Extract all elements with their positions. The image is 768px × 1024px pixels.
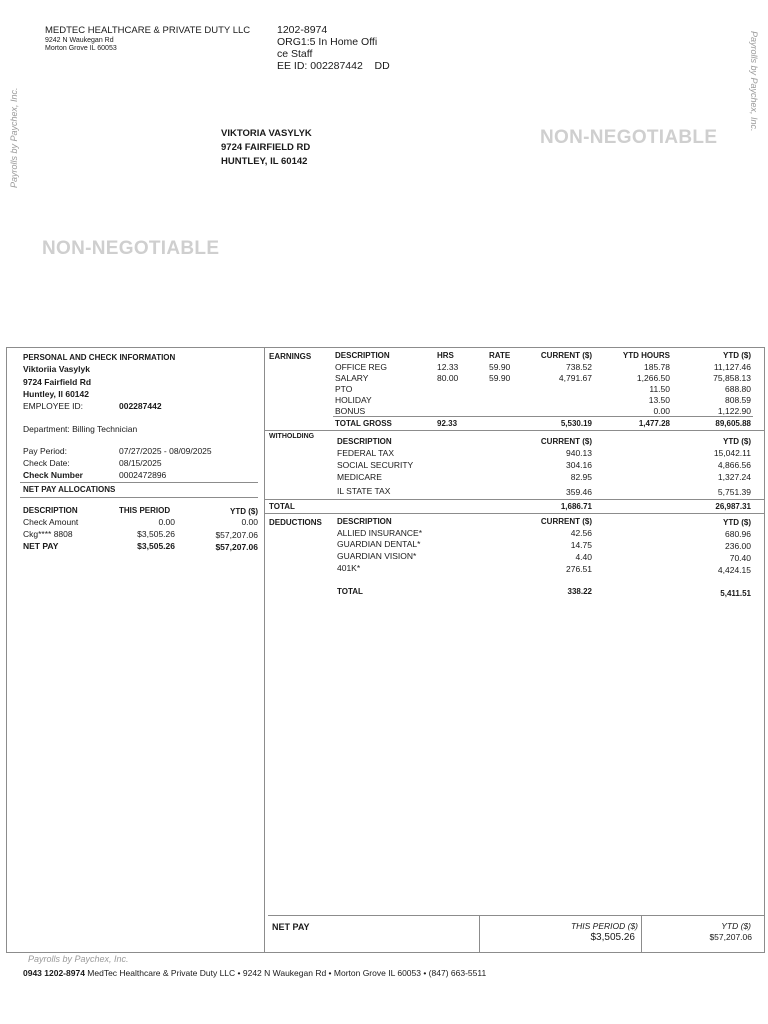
deductions-header-ytd: YTD ($) (723, 518, 751, 527)
alloc-header-ytd: YTD ($) (230, 507, 258, 516)
check-date-label: Check Date: (23, 458, 70, 468)
recipient-street: 9724 FAIRFIELD RD (221, 142, 311, 153)
alloc-row-ytd: $57,207.06 (215, 530, 258, 540)
deductions-row-desc: 401K* (337, 563, 361, 573)
company-city: Morton Grove IL 60053 (45, 45, 117, 52)
withholding-label: WITHOLDING (269, 433, 315, 440)
divider (20, 497, 258, 498)
non-negotiable-watermark-mid: NON-NEGOTIABLE (42, 238, 220, 259)
total-gross-hrs: 92.33 (437, 419, 458, 428)
alloc-header-description: DESCRIPTION (23, 506, 78, 515)
deductions-header-current: CURRENT ($) (540, 517, 592, 526)
withholding-row-ytd: 5,751.39 (717, 487, 751, 497)
earnings-row-current: 738.52 (566, 362, 592, 372)
footer-line (23, 968, 486, 978)
total-gross-current: 5,530.19 (560, 419, 592, 428)
earnings-header-description: DESCRIPTION (335, 351, 390, 360)
check-date-value: 08/15/2025 (119, 458, 162, 468)
side-watermark-right: Payrolls by Paychex, Inc. (749, 31, 759, 132)
recipient-name: VIKTORIA VASYLYK (221, 128, 312, 139)
earnings-row-desc: BONUS (335, 406, 366, 416)
earnings-row-ytd: 75,858.13 (713, 373, 751, 383)
deductions-row-desc: ALLIED INSURANCE* (337, 528, 423, 538)
earnings-row-desc: OFFICE REG (335, 362, 387, 372)
divider (268, 915, 765, 916)
header-code-line2: ORG1:5 In Home Offi (277, 36, 378, 48)
earnings-header-ytd: YTD ($) (723, 351, 751, 360)
withholding-row-current: 304.16 (566, 460, 592, 470)
employee-street: 9724 Fairfield Rd (23, 377, 92, 387)
company-street: 9242 N Waukegan Rd (45, 37, 114, 44)
deductions-row-ytd: 680.96 (725, 529, 751, 539)
alloc-row-period: $3,505.26 (137, 541, 175, 551)
divider (479, 916, 480, 953)
alloc-row-period: $3,505.26 (137, 529, 175, 539)
withholding-row-current: 82.95 (570, 472, 592, 482)
withholding-total-current: 1,686.71 (560, 502, 592, 511)
pay-period-value: 07/27/2025 - 08/09/2025 (119, 446, 212, 456)
divider (333, 416, 753, 417)
deductions-header-description: DESCRIPTION (337, 517, 392, 526)
stub-column-divider (264, 347, 265, 953)
net-pay-ytd-label: YTD ($) (721, 921, 751, 931)
divider (265, 499, 765, 500)
earnings-row-ytd-hours: 0.00 (653, 406, 670, 416)
total-gross-ytd: 89,605.88 (715, 419, 751, 428)
alloc-row-ytd: 0.00 (241, 517, 258, 527)
personal-heading: PERSONAL AND CHECK INFORMATION (23, 353, 176, 362)
footer-watermark: Payrolls by Paychex, Inc. (28, 954, 129, 964)
deductions-row-desc: GUARDIAN DENTAL* (337, 539, 421, 549)
net-pay-allocations-heading: NET PAY ALLOCATIONS (23, 485, 116, 494)
net-pay-ytd-value: $57,207.06 (709, 932, 752, 942)
withholding-header-ytd: YTD ($) (723, 437, 751, 446)
divider (265, 513, 765, 514)
net-pay-this-period-label: THIS PERIOD ($) (570, 921, 638, 931)
alloc-row-desc: Ckg**** 8808 (23, 529, 73, 539)
total-gross-ytd-hours: 1,477.28 (638, 419, 670, 428)
deductions-row-ytd: 70.40 (729, 553, 751, 563)
employee-id-label: EMPLOYEE ID: (23, 401, 83, 411)
header-code-line1: 1202-8974 (277, 24, 328, 36)
earnings-label: EARNINGS (269, 352, 312, 361)
net-pay-this-period-value: $3,505.26 (590, 932, 635, 943)
earnings-row-ytd: 688.80 (725, 384, 751, 394)
withholding-row-desc: IL STATE TAX (337, 486, 391, 496)
deductions-total-label: TOTAL (337, 587, 363, 596)
check-number-value: 0002472896 (119, 470, 167, 480)
divider (265, 430, 765, 431)
alloc-row-desc: Check Amount (23, 517, 79, 527)
earnings-row-ytd-hours: 1,266.50 (636, 373, 670, 383)
deductions-label: DEDUCTIONS (269, 518, 322, 527)
footer-text: MedTec Healthcare & Private Duty LLC • 9242 N Waukegan Rd • Morton Grove IL 60053 • (847) 663-5511 (87, 968, 487, 978)
non-negotiable-watermark-top: NON-NEGOTIABLE (540, 127, 718, 148)
department: Department: Billing Technician (23, 424, 138, 434)
divider (20, 482, 258, 483)
deductions-row-desc: GUARDIAN VISION* (337, 551, 417, 561)
earnings-row-ytd: 11,127.46 (713, 362, 751, 372)
earnings-row-hrs: 80.00 (437, 373, 459, 383)
earnings-row-desc: HOLIDAY (335, 395, 372, 405)
withholding-header-current: CURRENT ($) (540, 437, 592, 446)
alloc-row-period: 0.00 (158, 517, 175, 527)
company-name: MEDTEC HEALTHCARE & PRIVATE DUTY LLC (45, 25, 251, 36)
earnings-row-hrs: 12.33 (437, 362, 459, 372)
earnings-row-rate: 59.90 (489, 373, 511, 383)
deductions-row-ytd: 4,424.15 (717, 565, 751, 575)
deductions-row-current: 42.56 (570, 528, 592, 538)
divider (641, 916, 642, 953)
pay-period-label: Pay Period: (23, 446, 67, 456)
deductions-total-current: 338.22 (567, 587, 592, 596)
employee-name: Viktoriia Vasylyk (23, 364, 90, 374)
withholding-row-current: 359.46 (566, 487, 592, 497)
earnings-row-desc: PTO (335, 384, 353, 394)
withholding-header-description: DESCRIPTION (337, 437, 392, 446)
earnings-row-rate: 59.90 (489, 362, 511, 372)
earnings-row-current: 4,791.67 (558, 373, 592, 383)
header-employee-id: EE ID: 002287442 DD (277, 60, 390, 72)
earnings-header-ytd-hours: YTD HOURS (622, 351, 670, 360)
footer-code: 0943 1202-8974 (23, 968, 85, 978)
side-watermark-left: Payrolls by Paychex, Inc. (9, 87, 19, 188)
total-gross-label: TOTAL GROSS (335, 419, 392, 428)
recipient-city: HUNTLEY, IL 60142 (221, 156, 308, 167)
deductions-total-ytd: 5,411.51 (720, 589, 751, 598)
deductions-row-current: 14.75 (570, 540, 592, 550)
deductions-row-current: 4.40 (575, 552, 592, 562)
earnings-header-hrs: HRS (437, 351, 454, 360)
withholding-row-ytd: 1,327.24 (717, 472, 751, 482)
withholding-row-ytd: 15,042.11 (713, 448, 751, 458)
earnings-row-ytd: 808.59 (725, 395, 751, 405)
withholding-total-label: TOTAL (269, 502, 295, 511)
withholding-total-ytd: 26,987.31 (715, 502, 751, 511)
earnings-row-ytd: 1,122.90 (717, 406, 751, 416)
withholding-row-desc: SOCIAL SECURITY (337, 460, 414, 470)
earnings-row-ytd-hours: 13.50 (648, 395, 670, 405)
withholding-row-desc: FEDERAL TAX (337, 448, 394, 458)
alloc-row-ytd: $57,207.06 (215, 542, 258, 552)
earnings-header-current: CURRENT ($) (540, 351, 592, 360)
check-number-label: Check Number (23, 470, 83, 480)
earnings-header-rate: RATE (489, 351, 511, 360)
alloc-header-this-period: THIS PERIOD (119, 506, 171, 515)
employee-city: Huntley, Il 60142 (23, 389, 89, 399)
deductions-row-current: 276.51 (566, 564, 592, 574)
net-pay-label: NET PAY (272, 922, 310, 932)
withholding-row-desc: MEDICARE (337, 472, 382, 482)
earnings-row-ytd-hours: 11.50 (649, 384, 670, 394)
withholding-row-current: 940.13 (566, 448, 592, 458)
employee-id-value: 002287442 (119, 401, 162, 411)
header-code-line3: ce Staff (277, 48, 313, 60)
earnings-row-desc: SALARY (335, 373, 369, 383)
alloc-row-desc: NET PAY (23, 541, 59, 551)
earnings-row-ytd-hours: 185.78 (644, 362, 670, 372)
deductions-row-ytd: 236.00 (725, 541, 751, 551)
withholding-row-ytd: 4,866.56 (717, 460, 751, 470)
